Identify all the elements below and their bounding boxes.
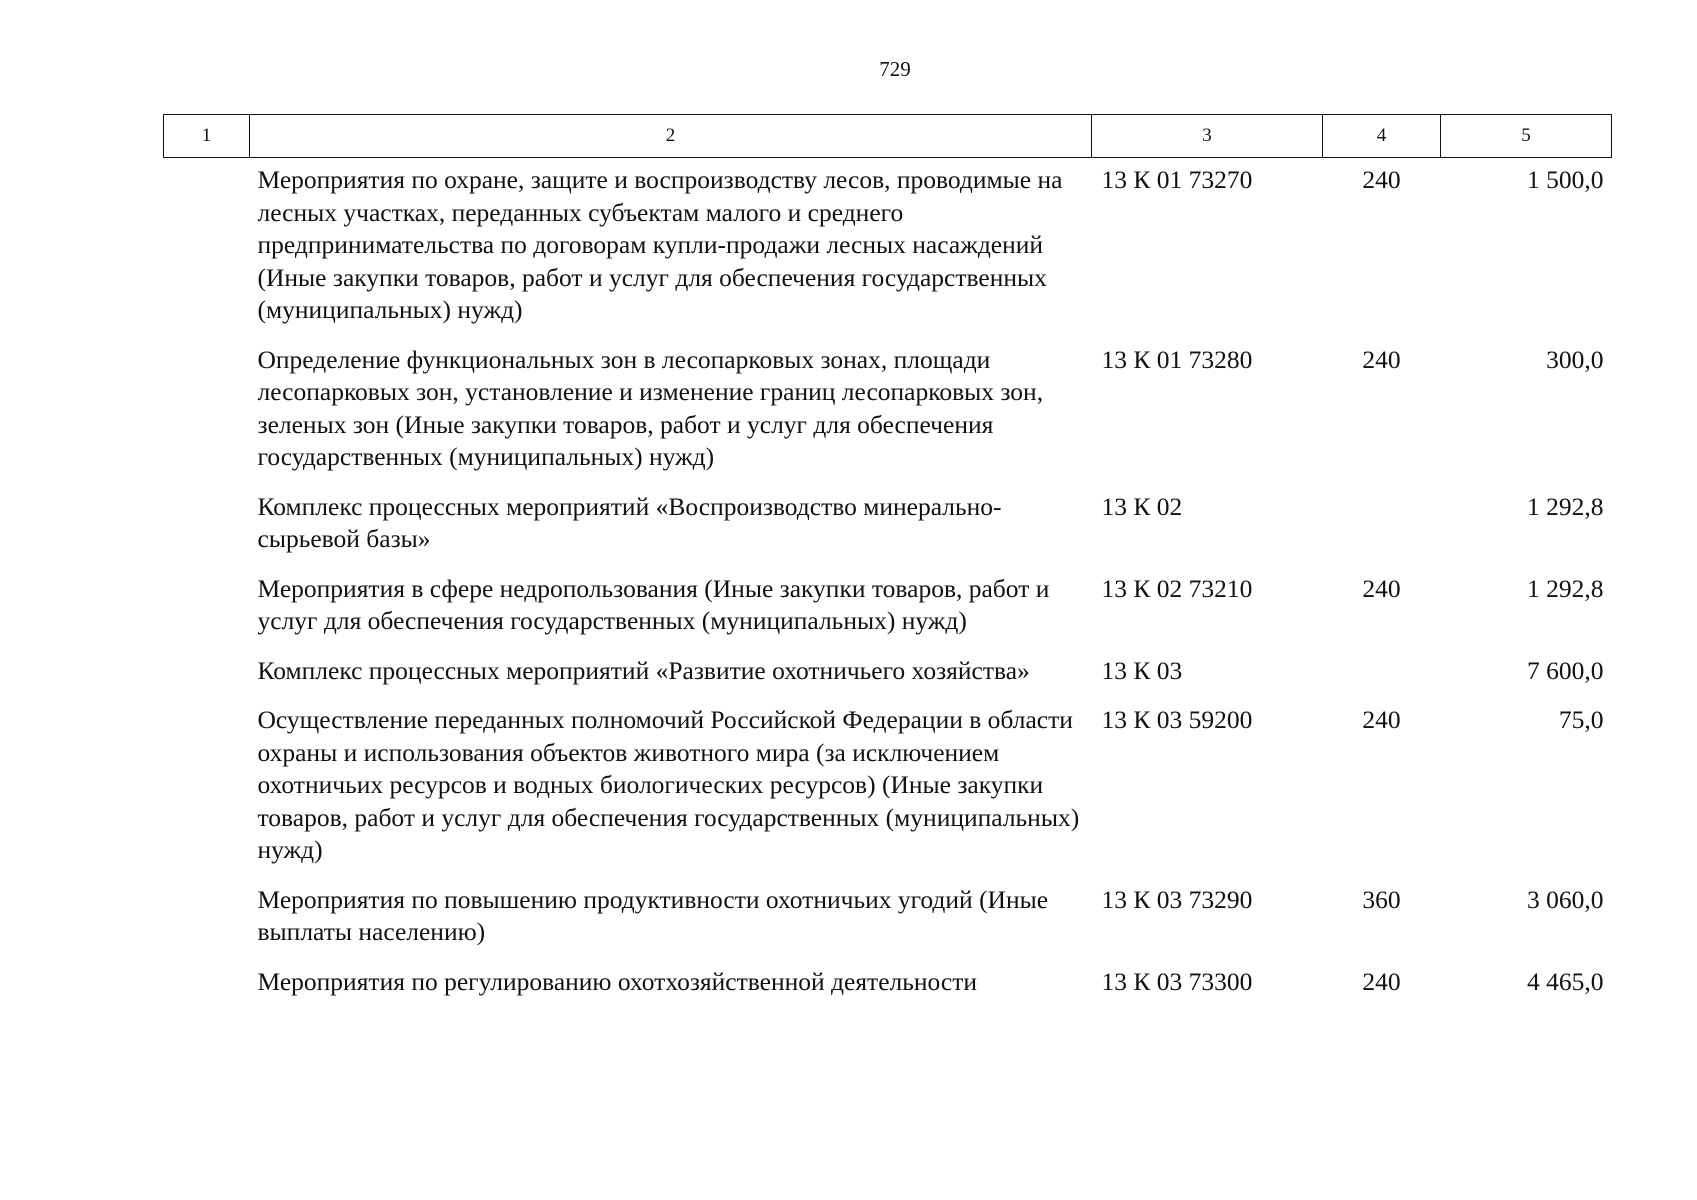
row-vr-cell: 240 <box>1362 573 1401 603</box>
row-number-cell <box>164 573 250 655</box>
row-code-cell: 13 К 02 <box>1101 491 1183 521</box>
row-code-cell: 13 К 01 73270 <box>1101 165 1253 194</box>
row-sum-cell: 75,0 <box>1558 705 1604 734</box>
table-row <box>164 655 1612 705</box>
table-row <box>164 491 1612 573</box>
row-vr-cell: 240 <box>1362 966 1401 996</box>
row-name-cell: Мероприятия по повышению продуктивности охотничьих угодий (Иные выплаты населению) <box>257 884 1049 946</box>
row-sum-cell: 3 060,0 <box>1527 884 1604 914</box>
row-number-cell <box>164 491 250 573</box>
table-row <box>164 704 1612 884</box>
row-number-cell <box>164 158 250 344</box>
row-name-cell: Мероприятия по регулированию охотхозяйственной деятельности <box>257 966 978 996</box>
row-code-cell: 13 К 03 <box>1101 655 1183 685</box>
header-col-2: 2 <box>250 115 1092 158</box>
row-sum-cell: 1 292,8 <box>1527 573 1604 603</box>
row-code-cell: 13 К 01 73280 <box>1101 344 1253 374</box>
row-sum-cell: 4 465,0 <box>1527 966 1604 996</box>
row-sum-cell: 1 292,8 <box>1527 491 1604 521</box>
row-vr-cell <box>1323 655 1441 705</box>
table-row <box>164 573 1612 655</box>
row-name-cell: Комплекс процессных мероприятий «Воспроизводство минерально-сырьевой базы» <box>257 491 1002 553</box>
row-vr-cell: 240 <box>1362 705 1401 734</box>
row-vr-cell: 240 <box>1362 165 1401 194</box>
table-row <box>164 158 1612 344</box>
row-code-cell: 13 К 02 73210 <box>1101 573 1253 603</box>
row-sum-cell: 300,0 <box>1546 344 1604 374</box>
table-row <box>164 344 1612 491</box>
row-vr-cell <box>1323 491 1441 573</box>
row-number-cell <box>164 344 250 491</box>
table-header-row <box>164 115 1612 158</box>
row-number-cell <box>164 966 250 1016</box>
header-col-5: 5 <box>1441 115 1612 158</box>
row-name-cell: Определение функциональных зон в лесопарковых зонах, площади лесопарковых зон, установление и изменение границ лесопарковых зон, зеленых зон (Иные закупки товаров, работ и услуг для обеспечения государственных (муниципальных) нужд) <box>257 344 1044 471</box>
budget-table <box>163 114 1612 1015</box>
row-code-cell: 13 К 03 59200 <box>1101 705 1253 734</box>
row-name-cell: Комплекс процессных мероприятий «Развитие охотничьего хозяйства» <box>257 655 1030 685</box>
row-name-cell: Мероприятия в сфере недропользования (Иные закупки товаров, работ и услуг для обеспечения государственных (муниципальных) нужд) <box>257 573 1050 635</box>
page-number: 729 <box>879 57 911 81</box>
table-row <box>164 966 1612 1016</box>
row-vr-cell: 360 <box>1362 884 1401 914</box>
header-col-1: 1 <box>164 115 250 158</box>
row-code-cell: 13 К 03 73300 <box>1101 966 1253 996</box>
row-number-cell <box>164 884 250 966</box>
row-sum-cell: 7 600,0 <box>1527 655 1604 685</box>
row-number-cell <box>164 704 250 884</box>
row-code-cell: 13 К 03 73290 <box>1101 884 1253 914</box>
row-number-cell <box>164 655 250 705</box>
row-name-cell: Мероприятия по охране, защите и воспроизводству лесов, проводимые на лесных участках, переданных субъектам малого и среднего предпринимательства по договорам купли-продажи лесных насаждений (Иные закупки товаров, работ и услуг для обеспечения государственных (муниципальных) нужд) <box>257 165 1063 324</box>
row-name-cell: Осуществление переданных полномочий Российской Федерации в области охраны и использования объектов животного мира (за исключением охотничьих ресурсов и водных биологических ресурсов) (Иные закупки товаров, работ и услуг для обеспечения государственных (муниципальных) нужд) <box>257 705 1080 864</box>
row-sum-cell: 1 500,0 <box>1527 165 1604 194</box>
header-col-3: 3 <box>1092 115 1323 158</box>
header-col-4: 4 <box>1323 115 1441 158</box>
table-row <box>164 884 1612 966</box>
row-vr-cell: 240 <box>1362 344 1401 374</box>
